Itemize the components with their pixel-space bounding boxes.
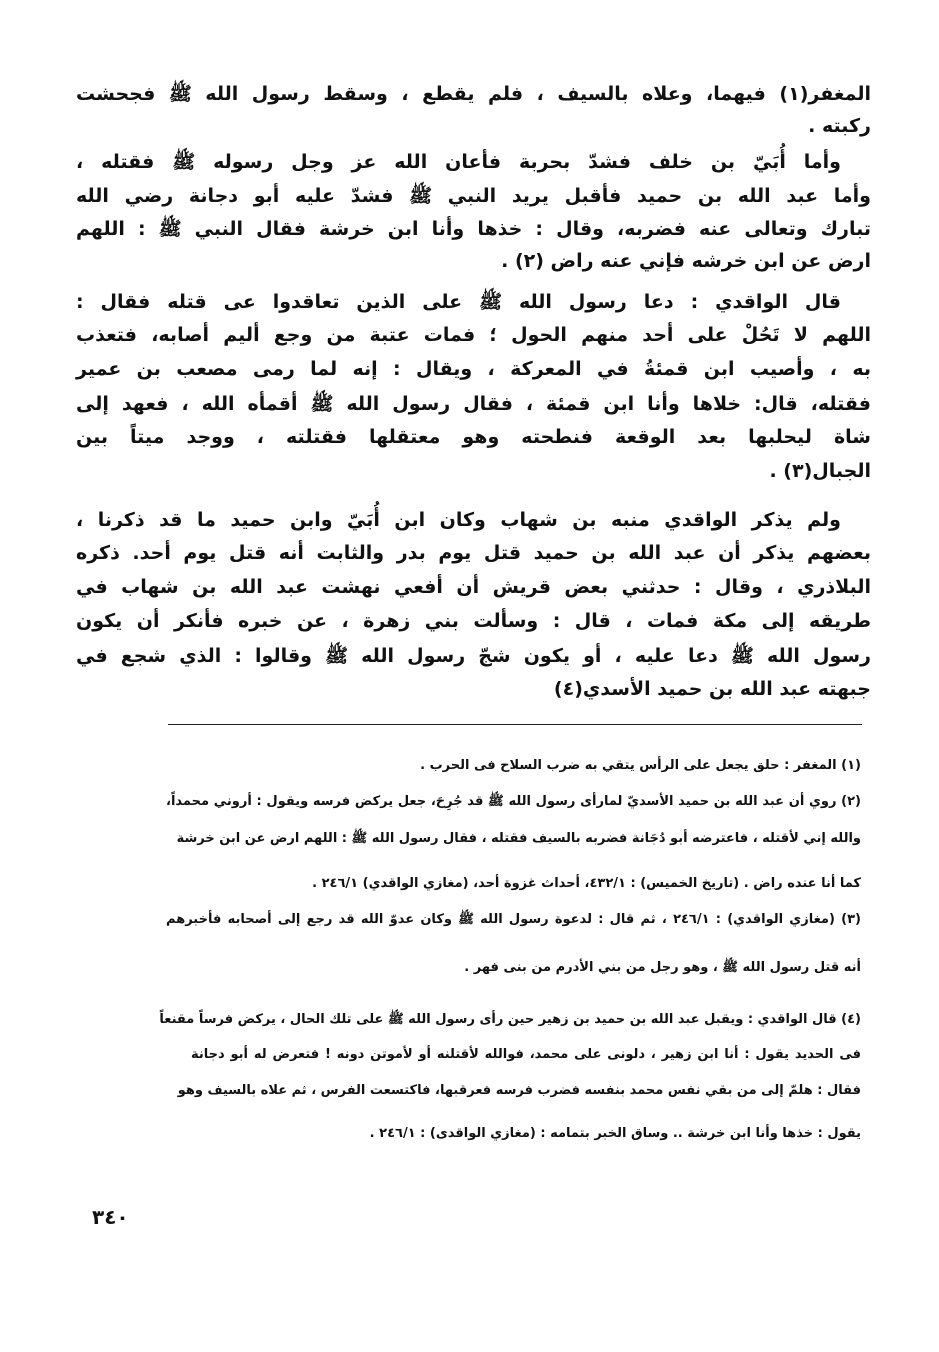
text-line: بعضهم يذكر أن عبد الله بن حميد قتل يوم بدر والثابت أنه قتل يوم أحد. ذكره: [76, 542, 871, 564]
text-line: ولم يذكر الواقدي منبه بن شهاب وكان ابن أُبَيّ وابن حميد ما قد ذكرنا ،: [76, 509, 841, 531]
footnote-line: كما أنا عنده راض . (تاريخ الخميس) : ٤٣٢/١، أحداث غزوة أحد، (مغازي الواقدي) ٢٤٦/١ .: [312, 876, 861, 891]
footnote-line: أنه قتل رسول الله ﷺ ، وهو رجل من بني الأدرم من بنى فهر .: [464, 960, 861, 975]
footnote-line: فى الحديد يقول : أنا ابن زهير ، دلونى على محمد، فوالله لأقتلنه أو لأموتن دونه ! فتعرض له أبو دجانة: [191, 1047, 861, 1062]
text-line: وأما أُبَيّ بن خلف فشدّ بحربة فأعان الله عز وجل رسوله ﷺ فقتله ،: [76, 151, 841, 173]
text-line: الجبال(٣) .: [769, 460, 871, 482]
footnote-line: (٣) (مغازي الواقدي) : ٢٤٦/١ ، ثم قال : لدعوة رسول الله ﷺ وكان عدوّ الله قد رجع إلى أصحابه فأخبرهم: [166, 912, 861, 927]
text-line: به ، وأصيب ابن قمئةُ في المعركة ، ويقال : إنه لما رمى مصعب بن عمير: [76, 358, 871, 380]
text-line: وأما عبد الله بن حميد فأقبل يريد النبي ﷺ فشدّ عليه أبو دجانة رضي الله: [76, 185, 871, 207]
text-line: تبارك وتعالى عنه فضربه، وقال : خذها وأنا ابن خرشة فقال النبي ﷺ : اللهم: [76, 218, 871, 240]
footnote-divider: [168, 724, 862, 725]
text-line: جبهته عبد الله بن حميد الأسدي(٤): [553, 678, 871, 700]
text-line: ارض عن ابن خرشه فإني عنه راض (٢) .: [501, 250, 871, 272]
page-number: ٣٤٠: [92, 1205, 129, 1229]
text-line: اللهم لا تَحُلْ على أحد منهم الحول ؛ فمات عتبة من وجع أليم أصابه، فتعذب: [76, 324, 871, 346]
footnote-line: يقول : خذها وأنا ابن خرشة .. وساق الخبر بتمامه : (مغازي الواقدى) : ٢٤٦/١ .: [369, 1126, 861, 1141]
text-line: ركبته .: [808, 115, 871, 137]
text-line: البلاذري ، وقال : حدثني بعض قريش أن أفعي نهشت عبد الله بن شهاب في: [76, 576, 871, 598]
text-line: قال الواقدي : دعا رسول الله ﷺ على الذين تعاقدوا عى قتله فقال :: [76, 291, 841, 313]
footnote-line: والله إني لأقتله ، فاعترضه أبو دُجَانة فضربه بالسيف فقتله ، فقال رسول الله ﷺ : اللهم ارض عن ابن خرشة: [176, 831, 861, 846]
text-line: فقتله، قال: خلاها وأنا ابن قمئة ، فقال رسول الله ﷺ أقمأه الله ، فعهد إلى: [76, 393, 871, 415]
text-line: رسول الله ﷺ دعا عليه ، أو يكون شجّ رسول الله ﷺ وقالوا : الذي شجع في: [76, 645, 871, 667]
text-line: طريقه إلى مكة فمات ، قال : وسألت بني زهرة ، عن خبره فأنكر أن يكون: [76, 610, 871, 632]
text-line: شاة ليحلبها بعد الوقعة فنطحته وهو معتقلها فقتلته ، ووجد ميتاً بين: [76, 426, 871, 448]
footnote-line: (٢) روي أن عبد الله بن حميد الأسديّ لمارأى رسول الله ﷺ قد جُرِحَ، جعل يركض فرسه ويقول : أروني محمداً،: [166, 794, 861, 809]
footnote-line: فقال : هلمّ إلى من بقي نفس محمد بنفسه فضرب فرسه فعرقبها، فاكتسعت الفرس ، ثم علاه بالسيف وهو: [177, 1083, 861, 1098]
text-line: المغفر(١) فيهما، وعلاه بالسيف ، فلم يقطع ، وسقط رسول الله ﷺ فجحشت: [76, 83, 871, 105]
footnote-line: (٤) قال الواقدي : ويقبل عبد الله بن حميد بن زهير حين رأى رسول الله ﷺ على تلك الحال ، يركض فرساً مقنعاً: [159, 1012, 861, 1027]
footnote-line: (١) المغفر : حلق يجعل على الرأس يتقي به ضرب السلاح فى الحرب .: [420, 758, 861, 773]
